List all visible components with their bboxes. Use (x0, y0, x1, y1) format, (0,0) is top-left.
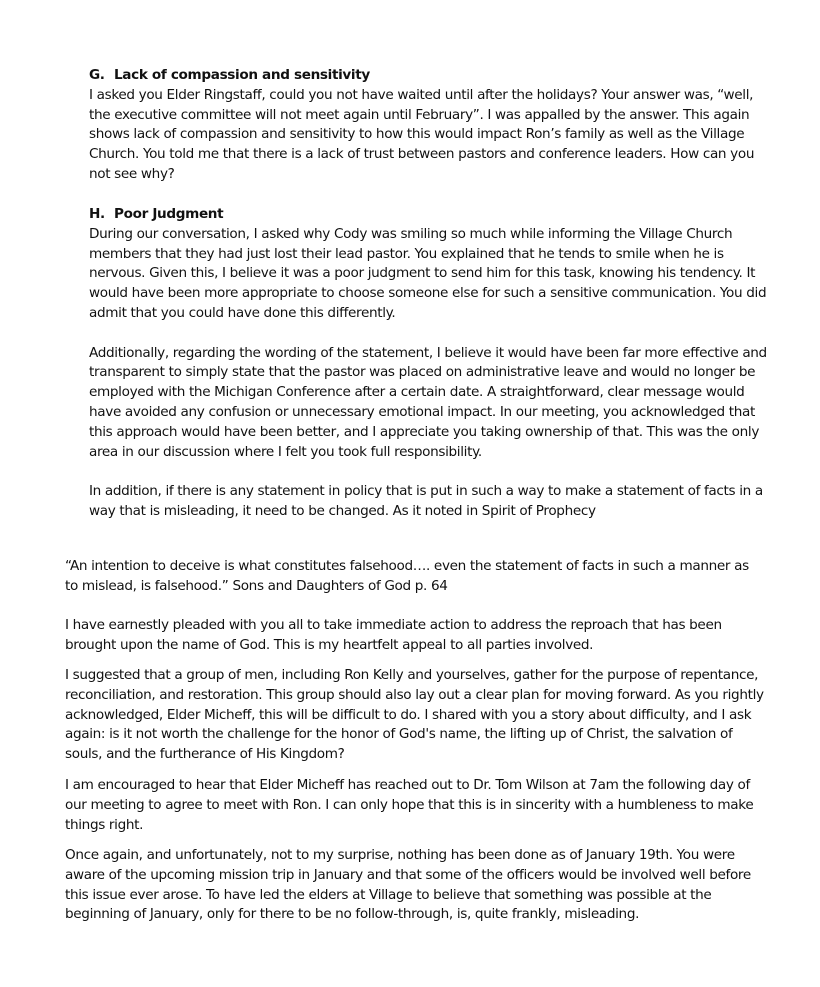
body-paragraph-4-block (65, 846, 765, 925)
section-h-paragraph-2: Additionally, regarding the wording of the statement, I believe it would have been far more effective and transparent to simply state that the pastor was placed on administrative leave and would no longer be employed with the Michigan Conference after a certain date. A straightforward, clear message would have avoided any confusion or unnecessary emotional impact. In our meeting, you acknowledged that this approach would have been better, and I appreciate you taking ownership of that. This was the only area in our discussion where I felt you took full responsibility. (89, 344, 767, 460)
section-g-heading (89, 66, 769, 86)
section-h (89, 205, 769, 522)
section-h-paragraph-3: In addition, if there is any statement in policy that is put in such a way to make a statement of facts in a way that is misleading, it need to be changed. As it noted in Spirit of Prophecy (89, 483, 763, 519)
body-paragraph-4: Once again, and unfortunately, not to my surprise, nothing has been done as of January 19th. You were aware of the upcoming mission trip in January and that some of the officers would be involved well before this issue ever arose. To have led the elders at Village to believe that something was possible at the beginning of January, only for there to be no follow-through, is, quite frankly, misleading. (65, 847, 751, 923)
section-h-paragraph-1: During our conversation, I asked why Cody was smiling so much while informing the Village Church members that they had just lost their lead pastor. You explained that he tends to smile when he is nervous. Given this, I believe it was a poor judgment to send him for this task, knowing his tendency. It would have been more appropriate to choose someone else for such a sensitive communication. You did admit that you could have done this differently. (89, 225, 767, 321)
spirit-of-prophecy-quote: “An intention to deceive is what constitutes falsehood…. even the statement of facts in such a manner as to mislead, is falsehood.” Sons and Daughters of God p. 64 (65, 558, 749, 594)
quote-block (65, 557, 765, 597)
section-h-title: Poor Judgment (114, 206, 224, 222)
body-paragraph-1: I have earnestly pleaded with you all to take immediate action to address the reproach that has been brought upon the name of God. This is my heartfelt appeal to all parties involved. (65, 617, 722, 653)
section-g (89, 66, 769, 185)
body-paragraph-3: I am encouraged to hear that Elder Micheff has reached out to Dr. Tom Wilson at 7am the following day of our meeting to agree to meet with Ron. I can only hope that this is in sincerity with a humbleness to make things right. (65, 777, 754, 833)
section-g-title: Lack of compassion and sensitivity (114, 67, 370, 83)
section-h-letter: H. (89, 206, 105, 222)
body-paragraph-2: I suggested that a group of men, including Ron Kelly and yourselves, gather for the purpose of repentance, reconciliation, and restoration. This group should also lay out a clear plan for moving forward. As you rightly acknowledged, Elder Micheff, this will be difficult to do. I shared with you a story about difficulty, and I ask again: is it not worth the challenge for the honor of God's name, the lifting up of Christ, the salvation of souls, and the furtherance of His Kingdom? (65, 667, 764, 763)
body-paragraph-3-block (65, 776, 765, 835)
body-paragraph-2-block (65, 666, 765, 765)
body-paragraph-1-block (65, 616, 765, 656)
section-g-paragraph-1: I asked you Elder Ringstaff, could you not have waited until after the holidays? Your answer was, “well, the executive committee will not meet again until February”. I was appalled by the answer. This again shows lack of compassion and sensitivity to how this would impact Ron’s family as well as the Village Church. You told me that there is a lack of trust between pastors and conference leaders. How can you not see why? (89, 86, 755, 182)
section-h-heading (89, 205, 769, 225)
section-g-letter: G. (89, 67, 105, 83)
